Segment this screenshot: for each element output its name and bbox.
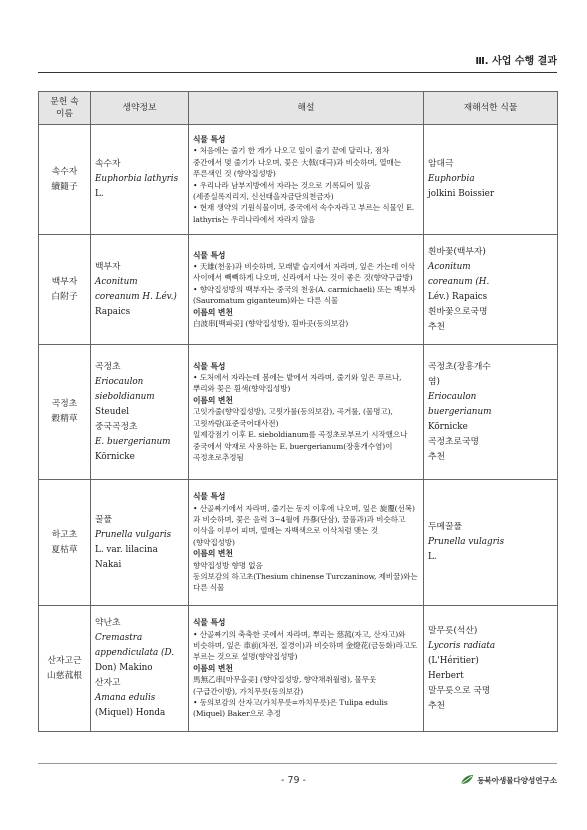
taxon-line: 중국곡정초 [95, 421, 138, 432]
name-line: 白附子 [51, 291, 78, 302]
literature-name-cell [39, 480, 91, 606]
reinterpreted-plant-cell [424, 345, 558, 480]
literature-name-cell [39, 235, 91, 345]
taxon-line: L. [428, 552, 437, 562]
description-line: • 동의보감의 산자고(가치무릇=까치무릇)은 Tulipa edulis (Miquel) Baker으로 추정 [193, 698, 388, 719]
institute-name: 동북아생물다양성연구소 [477, 775, 557, 785]
taxon-line: Nakai [95, 559, 122, 570]
taxon-line: Euphorbia lathyris [95, 174, 179, 184]
reinterpreted-plant-cell [424, 125, 558, 235]
taxon-line: 두메꿀풀 [428, 522, 462, 532]
name-line: 山慈菰根 [46, 670, 83, 681]
taxon-line: Don) Makino [95, 663, 153, 673]
section-heading: 식물 특성 [193, 250, 226, 260]
reinterpreted-plant-cell [424, 480, 558, 606]
taxon-line: Prunella vulgaris [95, 529, 172, 540]
column-header: 해설 [189, 92, 424, 125]
taxon-line: Körnicke [428, 421, 468, 432]
taxon-line: 추천 [428, 700, 445, 711]
reinterpreted-plant-cell [424, 606, 558, 732]
taxon-line: 백부자 [95, 261, 121, 272]
name-line: 穀精草 [51, 414, 78, 424]
taxon-line: coreanum H. Lév.) [95, 291, 177, 302]
header-rule [38, 72, 557, 73]
taxon-line: Aconitum [428, 261, 471, 272]
section-heading: 식물 특성 [193, 361, 226, 371]
taxon-line: 꿀풀 [95, 514, 112, 525]
section-heading: 이름의 변천 [193, 549, 233, 559]
section-heading: 이름의 변천 [193, 307, 233, 317]
commentary-cell [189, 345, 424, 480]
table-row [39, 235, 558, 345]
reinterpreted-plant-cell [424, 235, 558, 345]
column-header: 생약정보 [91, 92, 189, 125]
commentary-cell [189, 235, 424, 345]
taxon-line: coreanum (H. [428, 276, 490, 287]
herb-info-cell [91, 606, 189, 732]
description-line: • 天雄(천웅)과 비슷하며, 모래밭 습지에서 자라며, 잎은 가는데 이삭 사이에서 빽빽하게 나오며, 신라에서 나는 것이 좋은 것(향약구급방) [193, 261, 415, 283]
taxon-line: Eriocaulon [428, 391, 477, 402]
section-title: Ⅲ. 사업 수행 결과 [475, 56, 557, 67]
section-heading: 이름의 변천 [193, 663, 233, 673]
section-heading: 이름의 변천 [193, 395, 233, 405]
taxon-line: Körnicke [95, 451, 135, 462]
taxon-line: 속수자 [95, 159, 121, 169]
taxon-line: Eriocaulon [95, 376, 144, 387]
taxon-line: 흰바꽃(백부자) [428, 246, 486, 257]
herb-info-cell [91, 235, 189, 345]
table-row [39, 480, 558, 606]
name-line: 산자고근 [47, 655, 82, 666]
taxon-line: 곡정초로국명 [428, 436, 479, 447]
literature-name-cell [39, 606, 91, 732]
taxon-line: E. buergerianum [95, 436, 171, 447]
taxon-line: Herbert [428, 670, 464, 681]
commentary-cell [189, 606, 424, 732]
taxon-line: Lév.) Rapaics [428, 291, 488, 302]
column-header: 문헌 속 이름 [39, 92, 91, 125]
taxon-line: appendiculata (D. [95, 648, 175, 658]
page-number: - 79 - [281, 775, 306, 786]
taxon-line: Prunella vulagris [428, 537, 505, 547]
herb-info-cell [91, 125, 189, 235]
taxon-line: L. var. lilacina [95, 544, 158, 555]
taxon-line: Lycoris radiata [428, 640, 496, 651]
section-heading: 식물 특성 [193, 134, 226, 144]
taxon-line: 곡정초(장흥개수 [428, 361, 491, 372]
section-heading: 식물 특성 [193, 618, 226, 628]
description-line: • 산골짜기의 축축한 곳에서 자라며, 뿌리는 慈菰(자고, 산자고)와 비슷하며, 잎은 車前(차전, 질경이)과 비슷하며 金燈花(금등화)라고도 부르는 것으로 설명(향약집성방) [193, 629, 418, 662]
description-line: • 현재 생약의 기원식물이며, 중국에서 속수자라고 부르는 식물인 E. lathyris는 우리나라에서 자라지 않음 [193, 203, 415, 224]
taxon-line: (L'Héritier) [428, 655, 479, 666]
name-line: 하고초 [51, 529, 78, 540]
description-line: • 도처에서 자라는데 봄에는 밭에서 자라며, 줄기와 잎은 푸르나, 뿌리와 꽃은 흰색(향약집성방) [193, 373, 402, 394]
institute-brand [460, 774, 557, 786]
commentary-cell [189, 480, 424, 606]
herb-info-cell [91, 480, 189, 606]
taxon-line: 추천 [428, 321, 445, 332]
description-line: 馬無乙串[마무을곶] (향약집성방, 향약채취월령), 물무웃(구급간이방), 가치무릇(동의보감) [193, 675, 377, 696]
name-line: 夏枯草 [51, 544, 78, 555]
taxon-line: 말무릇(석산) [428, 625, 478, 636]
taxon-line: sieboldianum [95, 391, 155, 402]
taxon-line: 약난초 [95, 618, 121, 628]
description-line: 白波串[백파곶] (향약집성방), 흰바곳(동의보감) [193, 319, 349, 329]
taxon-line: 흰바꽃으로국명 [428, 306, 488, 317]
footer-rule [38, 763, 557, 764]
name-line: 백부자 [51, 276, 78, 287]
table-row [39, 125, 558, 235]
taxon-line: 말무릇으로 국명 [428, 685, 491, 696]
taxon-line: L. [95, 189, 104, 199]
description-line: • 산골짜기에서 자라며, 줄기는 동지 이후에 나오며, 잎은 旋覆(선복)과 비슷하며, 꽃은 음력 3~4월에 丹蔘(단삼), 꿀풀과)과 비슷하고 이삭을 이루어 피며, 열매는 자백색으로 이삭처럼 맺는 것(향약집성방) [193, 503, 415, 547]
table-row [39, 606, 558, 732]
taxon-line: Aconitum [95, 276, 138, 287]
taxon-line: Steudel [95, 406, 130, 417]
column-header: 재해석한 식물 [424, 92, 558, 125]
description-line: 고잇가줄(향약집성방), 고읫가룰(동의보감), 곡거룰, (물명고), 고읫까람(표준국어대사전) [193, 407, 393, 428]
commentary-cell [189, 125, 424, 235]
taxon-line: jolkini Boissier [428, 189, 495, 199]
description-line: 동의보감의 하고초(Thesium chinense Turczaninow, 제비꿀)와는 다른 식물 [193, 572, 418, 593]
taxon-line: 암대극 [428, 159, 454, 169]
description-line: 일제강점기 이후 E. sieboldianum를 곡정초로부르기 시작했으나 중국에서 약재로 사용하는 E. buergerianum(장흥개수염)이 곡정초로추정됨 [193, 430, 408, 462]
herb-table [38, 91, 558, 732]
taxon-line: (Miquel) Honda [95, 708, 166, 718]
literature-name-cell [39, 345, 91, 480]
herb-info-cell [91, 345, 189, 480]
taxon-line: Amana edulis [95, 693, 156, 703]
description-line: 향약집성방 향명 없음 [193, 560, 263, 570]
name-line: 續隨子 [51, 181, 78, 192]
description-line: • 향약집성방의 백부자는 중국의 천웅(A. carmichaeli) 또는 백부자(Sauromatum giganteum)와는 다른 식물 [193, 284, 416, 306]
taxon-line: 추천 [428, 451, 445, 462]
section-heading: 식물 특성 [193, 492, 226, 502]
description-line: • 처음에는 줄기 한 개가 나오고 잎이 줄기 끝에 달리나, 점차 중간에서 몇 줄기가 나오며, 꽃은 大戟(대극)과 비슷하며, 열매는 푸른색인 것 (향약집성방) [193, 146, 401, 179]
table-row [39, 345, 558, 480]
taxon-line: buergerianum [428, 406, 492, 417]
taxon-line: Cremastra [95, 633, 143, 643]
literature-name-cell [39, 125, 91, 235]
taxon-line: 산자고 [95, 678, 121, 688]
name-line: 곡정초 [51, 399, 78, 409]
leaf-logo-icon [460, 774, 474, 786]
taxon-line: Euphorbia [428, 174, 475, 184]
taxon-line: 염) [428, 376, 440, 387]
taxon-line: Rapaics [95, 306, 131, 317]
description-line: • 우리나라 남부지방에서 자라는 것으로 기록되어 있음(세종실록지리지, 신선태을자금단의천금자) [193, 180, 371, 201]
name-line: 속수자 [51, 166, 78, 177]
table-header-row [39, 92, 558, 125]
taxon-line: 곡정초 [95, 361, 121, 372]
